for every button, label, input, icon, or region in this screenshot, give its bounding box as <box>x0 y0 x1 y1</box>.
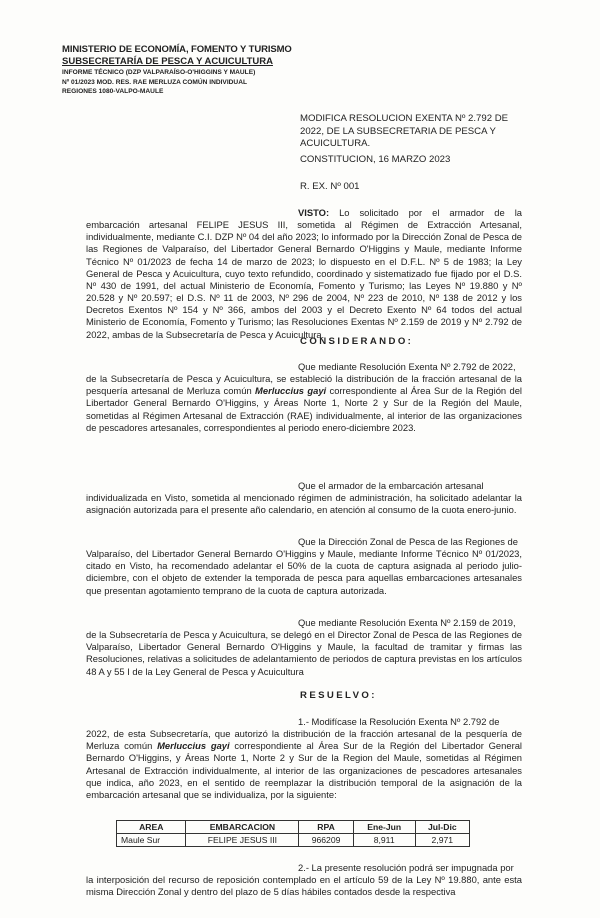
col-header-ene-jun: Ene-Jun <box>353 821 415 834</box>
table-row <box>117 834 470 847</box>
visto-paragraph <box>86 207 522 341</box>
col-header-rpa: RPA <box>299 821 353 834</box>
considerando-1-lead: Que mediante Resolución Exenta Nº 2.792 de 2022, <box>298 361 516 372</box>
col-header-embarcacion: EMBARCACION <box>186 821 299 834</box>
resuelvo-1-text-a: 2022, de esta Subsecretaría, que autorizó la distribución de la fracción artesanal de la pesquería de Merluza común <box>86 728 522 752</box>
cell-rpa: 966209 <box>299 834 353 847</box>
resuelvo-2 <box>86 862 522 898</box>
cell-embarcacion: FELIPE JESUS III <box>186 834 299 847</box>
considerando-4 <box>86 617 522 678</box>
considerando-3-lead: Que la Dirección Zonal de Pesca de las Regiones de <box>298 536 518 547</box>
letterhead-line-5: REGIONES 1080-VALPO-MAULE <box>62 88 164 95</box>
ministry-name: MINISTERIO DE ECONOMÍA, FOMENTO Y TURISMO <box>62 44 292 55</box>
considerando-2-text: individualizada en Visto, sometida al mencionado régimen de administración, ha solicitado adelantar la asignación autorizada para el presente año calendario, en atención al consumo de la cuota enero-junio. <box>86 492 522 516</box>
visto-text: Lo solicitado por el armador de la embarcación artesanal FELIPE JESUS III, sometida al Régimen de Extracción Artesanal, individualmente, mediante C.I. DZP Nº 04 del año 2023; lo informado por la Dirección Zonal de Pesca de las Regiones de Valparaíso, del Libertador General Bernardo O'Higgins y Maule, mediante Informe Técnico Nº 01/2023 de fecha 14 de marzo de 2023; lo dispuesto en el D.F.L. Nº 5 de 1983; la Ley General de Pesca y Acuicultura, cuyo texto refundido, coordinado y sistematizado fue fijado por el D.S. Nº 430 de 1991, del actual Ministerio de Economía, Fomento y Turismo; las Leyes Nº 19.880 y Nº 20.528 y Nº 20.597; el D.S. Nº 11 de 2003, Nº 296 de 2004, Nº 223 de 2010, Nº 138 de 2012 y los Decretos Exentos Nº 154 y Nº 366, ambos del 2003 y el Decreto Exento Nº 64 todos del actual Ministerio de Economía, Fomento y Turismo; las Resoluciones Exentas Nº 2.159 de 2019 y Nº 2.792 de 2022, ambas de la Subsecretaría de Pesca y Acuicultura. <box>86 207 522 340</box>
considerando-1 <box>86 361 522 434</box>
considerando-heading: CONSIDERANDO: <box>300 336 414 347</box>
resuelvo-heading: RESUELVO: <box>300 690 377 701</box>
cell-area: Maule Sur <box>117 834 186 847</box>
subsecretaria-name: SUBSECRETARÍA DE PESCA Y ACUICULTURA <box>62 56 273 67</box>
considerando-1-text-a: de la Subsecretaría de Pesca y Acuicultura, se estableció la distribución de la fracción artesanal de la pesquería artesanal de Merluza común <box>86 373 522 397</box>
considerando-2 <box>86 480 522 516</box>
cell-jul-dic: 2,971 <box>415 834 469 847</box>
considerando-2-lead: Que el armador de la embarcación artesanal <box>298 480 484 491</box>
resuelvo-1-text-b: correspondiente al Área Sur de la Región del Libertador General Bernardo O'Higgins, y Áreas Norte 1, Norte 2 y Sur de la Region del Maule, sometidas al Régimen Artesanal de Extracción individualmente, al interior de las organizaciones de pescadores artesanales que indica, año 2023, en el sentido de reemplazar la distribución temporal de la asignación de la embarcación artesanal que se individualiza, por la siguiente: <box>86 740 522 800</box>
considerando-3-text: Valparaíso, del Libertador General Bernardo O'Higgins y Maule, mediante Informe Técnico Nº 01/2023, citado en Visto, ha recomendado adelantar el 50% de la cuota de captura asignada al periodo julio-diciembre, con el objeto de extender la temporada de pesca para aquellas embarcaciones artesanales que presentan agotamiento temprano de la cuota de captura autorizada. <box>86 548 522 596</box>
cell-ene-jun: 8,911 <box>353 834 415 847</box>
letterhead-line-4: Nº 01/2023 MOD. RES. RAE MERLUZA COMÚN INDIVIDUAL <box>62 78 247 86</box>
letterhead-line-3: INFORME TÉCNICO (DZP VALPARAÍSO-O'HIGGINS Y MAULE) <box>62 69 256 76</box>
resuelvo-1 <box>86 716 522 801</box>
considerando-4-text: de la Subsecretaría de Pesca y Acuicultura, se delegó en el Director Zonal de Pesca de las Regiones de Valparaíso, Libertador General Bernardo O'Higgins y Maule, la facultad de tramitar y firmas las Resoluciones, relativas a solicitudes de adelantamiento de periodos de captura previstas en los artículos 48 A y 55 I de la Ley General de Pesca y Acuicultura <box>86 629 522 677</box>
species-name-2: Merluccius gayi <box>157 740 230 752</box>
reference-subject: MODIFICA RESOLUCION EXENTA Nº 2.792 DE 2022, DE LA SUBSECRETARIA DE PESCA Y ACUICULTURA. <box>300 113 509 149</box>
considerando-1-text-b: correspondiente al Área Sur de la Región del Libertador General Bernardo O'Higgins, y Áreas Norte 1, Norte 2 y Sur de la Región del Maule, sometidas al Régimen Artesanal de Extracción (RAE) individualmente, al interior de las organizaciones de pescadores artesanales, correspondientes al periodo enero-diciembre 2023. <box>86 385 523 433</box>
resolution-number: R. EX. Nº 001 <box>300 181 360 192</box>
col-header-jul-dic: Jul-Dic <box>415 821 469 834</box>
visto-label: VISTO: <box>298 207 330 218</box>
resuelvo-2-lead: 2.- La presente resolución podrá ser impugnada por <box>298 862 514 873</box>
resuelvo-1-lead: 1.- Modifícase la Resolución Exenta Nº 2.792 de <box>298 716 500 727</box>
place-date: CONSTITUCION, 16 MARZO 2023 <box>300 154 451 165</box>
species-name: Merluccius gayi <box>255 385 327 397</box>
table-header-row <box>117 821 470 834</box>
considerando-3 <box>86 536 522 597</box>
distribution-table <box>116 820 470 847</box>
col-header-area: AREA <box>117 821 186 834</box>
resuelvo-2-text: la interposición del recurso de reposición contemplado en el artículo 59 de la Ley Nº 19.880, ante esta misma Dirección Zonal y dentro del plazo de 5 días hábiles contados desde la respectiva <box>86 874 522 898</box>
letterhead <box>62 44 322 97</box>
considerando-4-lead: Que mediante Resolución Exenta Nº 2.159 de 2019, <box>298 617 516 628</box>
